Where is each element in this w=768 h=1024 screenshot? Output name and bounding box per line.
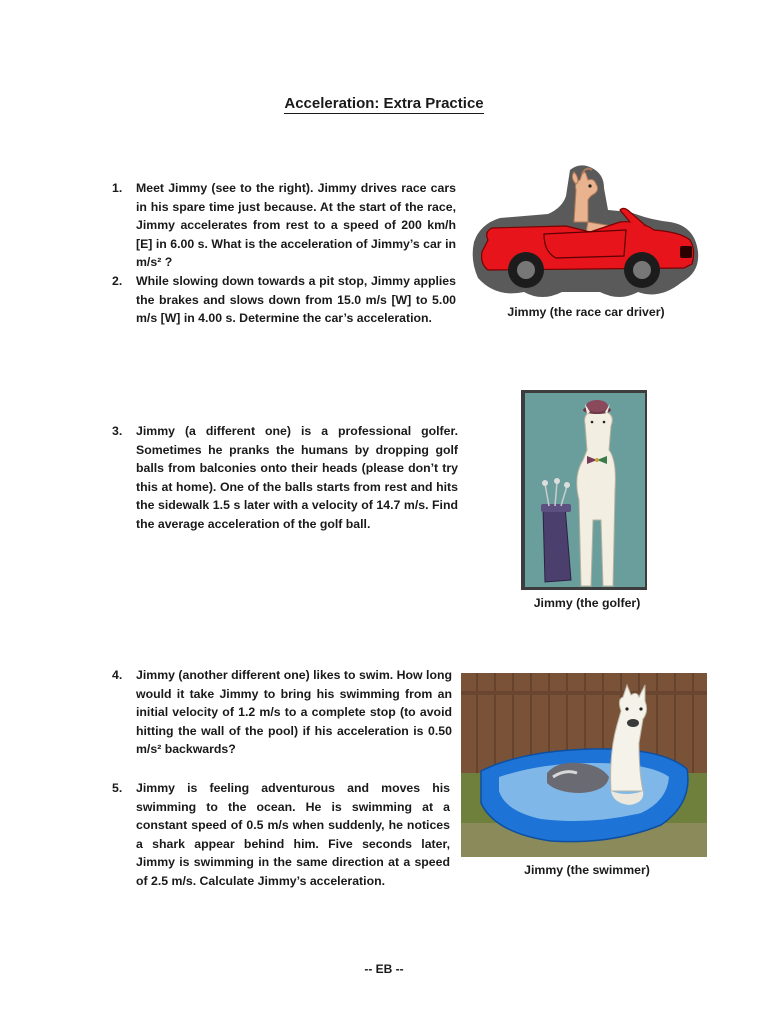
- question-number: 4.: [112, 668, 123, 682]
- question-number: 3.: [112, 424, 123, 438]
- question-text: Meet Jimmy (see to the right). Jimmy drives race cars in his spare time just because. At the start of the race, Jimmy accelerates from rest to a speed of 200 km/h [E] in 6.00 s. What is the acceleration of Jimmy’s car in m/s² ?: [136, 181, 456, 270]
- question-number: 2.: [112, 274, 123, 288]
- question-text: Jimmy is feeling adventurous and moves his swimming to the ocean. He is swimming at a constant speed of 0.5 m/s when suddenly, he notices a shark appear behind him. Five seconds later, Jimmy is swimming in the same direction at a speed of 2.5 m/s. Calculate Jimmy’s acceleration.: [136, 781, 450, 888]
- race-car-llama-illustration: [470, 160, 705, 305]
- question-1: [112, 179, 456, 270]
- caption-swimmer: Jimmy (the swimmer): [524, 863, 650, 877]
- caption-golfer: Jimmy (the golfer): [533, 596, 641, 610]
- swimmer-llama-photo: [461, 673, 707, 857]
- question-2: [112, 272, 456, 330]
- page-footer: -- EB --: [364, 962, 404, 976]
- question-3: [112, 422, 458, 536]
- golfer-llama-poster: [521, 390, 647, 590]
- question-text: Jimmy (another different one) likes to swim. How long would it take Jimmy to bring his swimming from an initial velocity of 1.2 m/s to a complete stop (to avoid hitting the wall of the pool) if his acceleration is 0.50 m/s² backwards?: [136, 668, 452, 757]
- caption-race-car: Jimmy (the race car driver): [507, 305, 665, 319]
- question-number: 1.: [112, 181, 123, 195]
- question-5: [112, 779, 450, 893]
- question-text: While slowing down towards a pit stop, Jimmy applies the brakes and slows down from 15.0 m/s [W] to 5.00 m/s [W] in 4.00 s. Determine the car’s acceleration.: [136, 274, 456, 326]
- question-text: Jimmy (a different one) is a professional golfer. Sometimes he pranks the humans by dropping golf balls from balconies onto their heads (please don’t try this at home). One of the balls starts from rest and hits the sidewalk 1.5 s later with a velocity of 14.7 m/s. Find the average acceleration of the golf ball.: [136, 424, 458, 531]
- page-title: Acceleration: Extra Practice: [284, 95, 484, 112]
- question-number: 5.: [112, 781, 123, 795]
- question-4: [112, 666, 452, 762]
